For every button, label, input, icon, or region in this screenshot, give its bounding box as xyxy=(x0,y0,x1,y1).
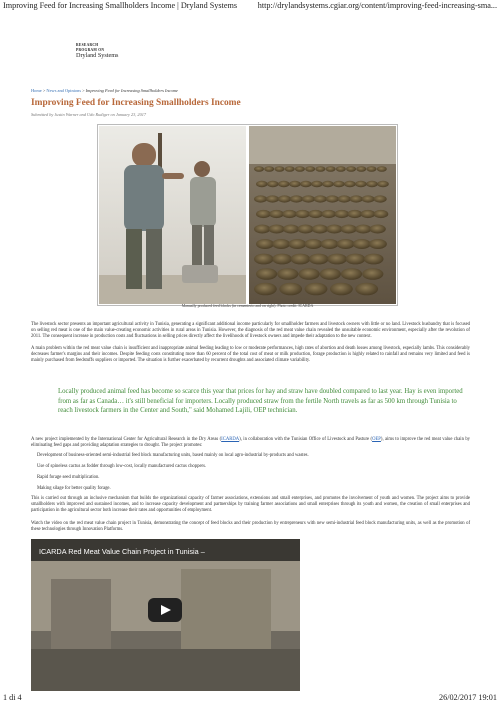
photo-caption: Manually produced feed blocks (in cementerio and on right). Photo credit: ICARDA xyxy=(181,304,314,308)
print-header-url[interactable]: http://drylandsystems.cgiar.org/content/improving-feed-increasing-sma... xyxy=(257,1,497,10)
feed-block xyxy=(256,210,271,218)
feed-block xyxy=(302,195,315,202)
feed-block xyxy=(341,268,362,280)
feed-block xyxy=(355,225,371,234)
feed-block xyxy=(282,210,297,218)
video-title: ICARDA Red Meat Value Chain Project in Tunisia – xyxy=(39,547,205,556)
logo-line-2: PROGRAM ON xyxy=(76,47,105,52)
feed-block xyxy=(320,268,341,280)
article-title: Improving Feed for Increasing Smallholders Income xyxy=(31,98,241,108)
feed-block xyxy=(327,254,347,265)
feed-block xyxy=(277,268,298,280)
feed-block xyxy=(314,195,327,202)
feed-block xyxy=(256,268,277,280)
feed-block xyxy=(254,283,277,296)
logo-line-1: RESEARCH xyxy=(76,43,99,47)
feed-block xyxy=(344,181,356,187)
feed-block xyxy=(322,181,334,187)
feed-block xyxy=(291,254,311,265)
feed-block xyxy=(321,239,339,249)
feed-block xyxy=(337,239,355,249)
list-item: Making silage for better quality forage. xyxy=(37,486,111,491)
paragraph-4: Watch the video on the red meat value chain project in Tunisia, demonstrating the concept of feed blocks and their production by entrepreneurs with new semi-industrial feed block manufacturing units, as well as the promotion of these technologies through Innovation Platforms. xyxy=(31,521,470,532)
feed-block xyxy=(326,195,339,202)
feed-block xyxy=(295,166,305,172)
feed-block xyxy=(264,166,274,172)
article-photo xyxy=(97,124,398,306)
project-intro-text-b: ), in collaboration with the Tunisian Office of Livestock and Pasture ( xyxy=(239,437,373,442)
feed-block xyxy=(279,283,302,296)
feed-block xyxy=(336,166,346,172)
feed-block xyxy=(256,239,274,249)
feed-block xyxy=(266,195,279,202)
feed-block xyxy=(254,195,267,202)
feed-block xyxy=(295,210,310,218)
play-icon[interactable] xyxy=(148,598,182,622)
feed-block xyxy=(278,195,291,202)
project-intro-text-c: ), aims to improve the red meat value chain by eliminating feed gaps and providing adaptation strategies to drought. The project promotes: xyxy=(31,437,471,448)
feed-block xyxy=(369,239,387,249)
breadcrumb xyxy=(31,88,178,93)
feed-block xyxy=(308,210,323,218)
print-header xyxy=(0,0,500,14)
paragraph-1: The livestock sector presents an important agricultural activity in Tunisia, generating a significant additional income particularly for smallholder farmers and livestock owners with little or no land. Livestock husbandry that is focused on selling red meat is one of the main value-creating economic activities in rural areas in Tunisia. However, the diagnosis of the red meat value chain revealed the unsuitable economic environment, especially after the revolution of 2011. The consequent increase in production costs and fluctuations in selling prices directly affect the livelihoods of livestock owners and impede their adaptation to the new context. xyxy=(31,322,470,339)
paragraph-2: A main problem within the red meat value chain is insufficient and inappropriate animal feeding leading to low or moderate performances, high rates of abortion and death losses among livestock, especially lambs. This considerably decreases farmer's margins and their incomes. Despite feeding costs constituting more than 60 percent of the total cost of meat or milk production, forage production is highly related to rainfall and remains very limited and feed is mainly purchased from feedstuffs suppliers or imported. The situation is further exacerbated by recurrent droughts and associated climate variability. xyxy=(31,346,470,363)
project-intro xyxy=(31,437,470,449)
feed-block xyxy=(356,166,366,172)
feed-block xyxy=(326,225,342,234)
feed-block xyxy=(290,195,303,202)
video-embed[interactable] xyxy=(31,539,300,691)
pull-quote: Locally produced animal feed has become so scarce this year that prices for hay and straw have doubled compared to last year. Hay is even imported from as far as Canada… it's still beneficial for importers. Locally produced straw from the fertile North travels as far as 500 km through Tunisia to reach livestock farmers in the Center and South," said Mohamed Lajili, OEP technician. xyxy=(58,388,463,414)
feed-block xyxy=(347,210,362,218)
feed-block xyxy=(341,225,357,234)
list-item: Use of spineless cactus as fodder through low-cost, locally manufactured cactus choppers. xyxy=(37,464,207,469)
feed-block xyxy=(366,181,378,187)
feed-block xyxy=(254,166,264,172)
breadcrumb-home[interactable]: Home xyxy=(31,88,42,93)
feed-block xyxy=(311,181,323,187)
feed-block xyxy=(305,283,328,296)
feed-block xyxy=(254,225,270,234)
list-item: Development of business-oriented semi-industrial feed block manufacturing units, based mainly on local agro-industrial by-products and wastes. xyxy=(37,453,309,458)
breadcrumb-current: Improving Feed for Increasing Smallholders Income xyxy=(85,88,178,93)
feed-block xyxy=(330,283,353,296)
feed-blocks-photo xyxy=(98,125,397,305)
feed-block xyxy=(374,195,387,202)
feed-block xyxy=(374,210,389,218)
feed-block xyxy=(297,225,313,234)
paragraph-3: This is carried out through an inclusive mechanism that builds the organizational capacity of farmer associations, extensions and small enterprises, and promotes the involvement of youth and women. The project aims to provide smallholders with improved and sustained incomes, and to increase capacity development and partnerships by training farmer associations and small enterprises through its youth and women, the creation of small enterprises and participation in the agricultural sector both increase their rates and opportunities of employment. xyxy=(31,496,470,513)
feed-block xyxy=(364,254,384,265)
feed-block xyxy=(285,166,295,172)
feed-block xyxy=(350,195,363,202)
feed-block xyxy=(321,210,336,218)
feed-block xyxy=(254,254,274,265)
feed-block xyxy=(334,210,349,218)
feed-block xyxy=(275,166,285,172)
feed-block xyxy=(309,254,329,265)
feed-block xyxy=(355,283,378,296)
feed-block xyxy=(288,239,306,249)
feed-block xyxy=(272,254,292,265)
feed-blocks-rows xyxy=(254,166,389,295)
feed-block xyxy=(289,181,301,187)
feed-block xyxy=(272,239,290,249)
feed-block xyxy=(299,268,320,280)
feed-block xyxy=(304,239,322,249)
feed-block xyxy=(278,181,290,187)
breadcrumb-separator: > xyxy=(41,88,47,93)
feed-block xyxy=(362,268,383,280)
feed-block xyxy=(362,195,375,202)
feed-block xyxy=(346,166,356,172)
print-header-title: Improving Feed for Increasing Smallholders Income | Dryland Systems xyxy=(3,1,238,10)
feed-block xyxy=(256,181,268,187)
feed-block xyxy=(361,210,376,218)
article-byline: Submitted by Justin Warner and Udo Rudiger on January 23, 2017 xyxy=(31,112,147,117)
feed-block xyxy=(377,181,389,187)
feed-block xyxy=(367,166,377,172)
breadcrumb-news[interactable]: News and Opinions xyxy=(46,88,82,93)
feed-block xyxy=(267,181,279,187)
list-item: Rapid forage seed multiplication. xyxy=(37,475,100,480)
feed-block xyxy=(353,239,371,249)
feed-block xyxy=(283,225,299,234)
feed-block xyxy=(333,181,345,187)
feed-block xyxy=(355,181,367,187)
feed-block xyxy=(268,225,284,234)
site-logo[interactable] xyxy=(76,43,118,60)
feed-block xyxy=(312,225,328,234)
feed-block xyxy=(315,166,325,172)
feed-block xyxy=(269,210,284,218)
icarda-link[interactable]: ICARDA xyxy=(221,437,240,442)
feed-block xyxy=(369,225,385,234)
project-intro-text-a: A new project implemented by the International Center for Agricultural Research in the Dry Areas ( xyxy=(31,437,222,442)
logo-line-3: Dryland Systems xyxy=(76,52,119,59)
feed-block xyxy=(305,166,315,172)
breadcrumb-separator: > xyxy=(81,88,86,93)
oep-link[interactable]: OEP xyxy=(372,437,381,442)
feed-block xyxy=(300,181,312,187)
feed-block xyxy=(326,166,336,172)
feed-block xyxy=(338,195,351,202)
page-number: 1 di 4 xyxy=(3,693,22,702)
print-datetime: 26/02/2017 19:01 xyxy=(439,693,497,702)
feed-block xyxy=(377,166,387,172)
feed-block xyxy=(346,254,366,265)
